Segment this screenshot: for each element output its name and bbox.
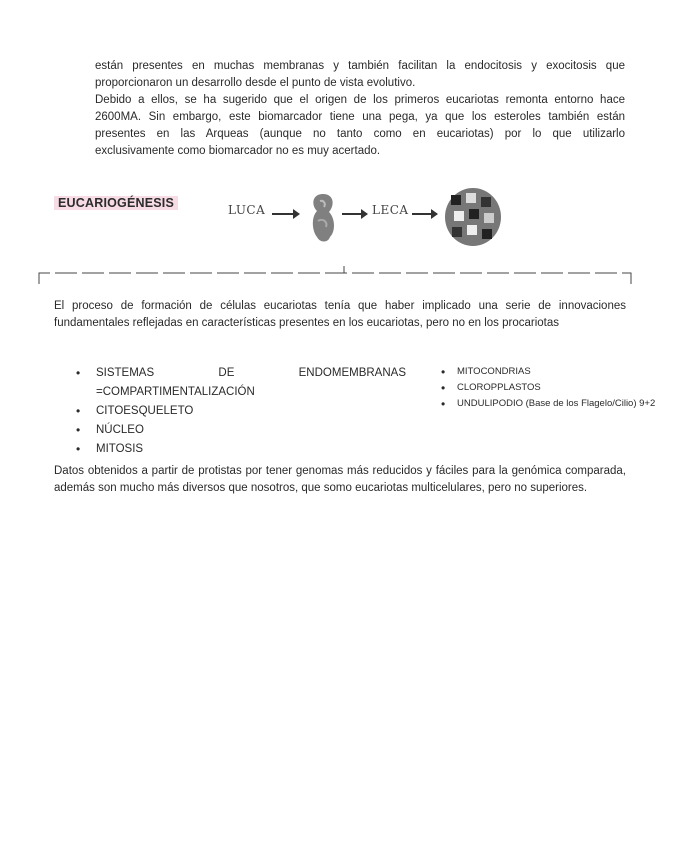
list-item: • UNDULIPODIO (Base de los Flagelo/Cilio) 9+2 xyxy=(441,396,681,412)
intro-line-2: proporcionaron un desarrollo desde el punto de vista evolutivo. xyxy=(95,77,416,89)
list-item: • CITOESQUELETO xyxy=(76,402,406,421)
list-item: • MITOCONDRIAS xyxy=(441,364,681,380)
features-list-right xyxy=(441,364,681,412)
bracket-divider xyxy=(37,264,633,286)
sistemas-word: • SISTEMAS xyxy=(96,367,155,379)
de-word: DE xyxy=(218,367,235,379)
list-item: • NÚCLEO xyxy=(76,421,406,440)
features-list-left xyxy=(76,364,406,459)
intermediate-cell-icon xyxy=(306,191,340,245)
leca-label: LECA xyxy=(372,203,409,217)
arrow-luca-intermediate xyxy=(272,213,294,215)
eukaryotic-cell-icon xyxy=(442,185,504,249)
intro-line-6: exclusivamente como biomarcador no es muy acertado. xyxy=(95,145,381,157)
arrow-leca-eukaryote xyxy=(412,213,432,215)
process-paragraph: El proceso de formación de células eucariotas tenía que haber implicado una serie de innovaciones fundamentales reflejadas en características presentes en los eucariotas, pero no en los procariotas xyxy=(54,300,626,329)
luca-label: LUCA xyxy=(228,203,266,217)
list-item: • CLOROPPLASTOS xyxy=(441,380,681,396)
arrow-intermediate-leca xyxy=(342,213,362,215)
intro-line-4: 2600MA. Sin embargo, este biomarcador tiene una pega, ya que los esteroles también están xyxy=(95,111,625,123)
intro-line-5: presentes en las Arqueas (aunque no tanto como en eucariotas) por lo que utilizarlo xyxy=(95,128,625,140)
intro-paragraph xyxy=(95,58,625,160)
list-item: • MITOSIS xyxy=(76,440,406,459)
intro-line-3: Debido a ellos, se ha sugerido que el origen de los primeros eucariotas remonta entorno hace xyxy=(95,94,625,106)
list-item xyxy=(76,364,406,402)
compartimentalizacion-text: =COMPARTIMENTALIZACIÓN xyxy=(96,386,255,398)
intro-line-1: están presentes en muchas membranas y también facilitan la endocitosis y exocitosis que xyxy=(95,60,625,72)
section-title: EUCARIOGÉNESIS xyxy=(54,196,178,210)
endomembranas-word: ENDOMEMBRANAS xyxy=(298,367,406,379)
eukaryogenesis-diagram xyxy=(220,185,520,250)
data-paragraph: Datos obtenidos a partir de protistas por tener genomas más reducidos y fáciles para la genómica comparada, además son mucho más diversos que nosotros, que somo eucariotas multicelulares, pero no superiores. xyxy=(54,465,626,494)
